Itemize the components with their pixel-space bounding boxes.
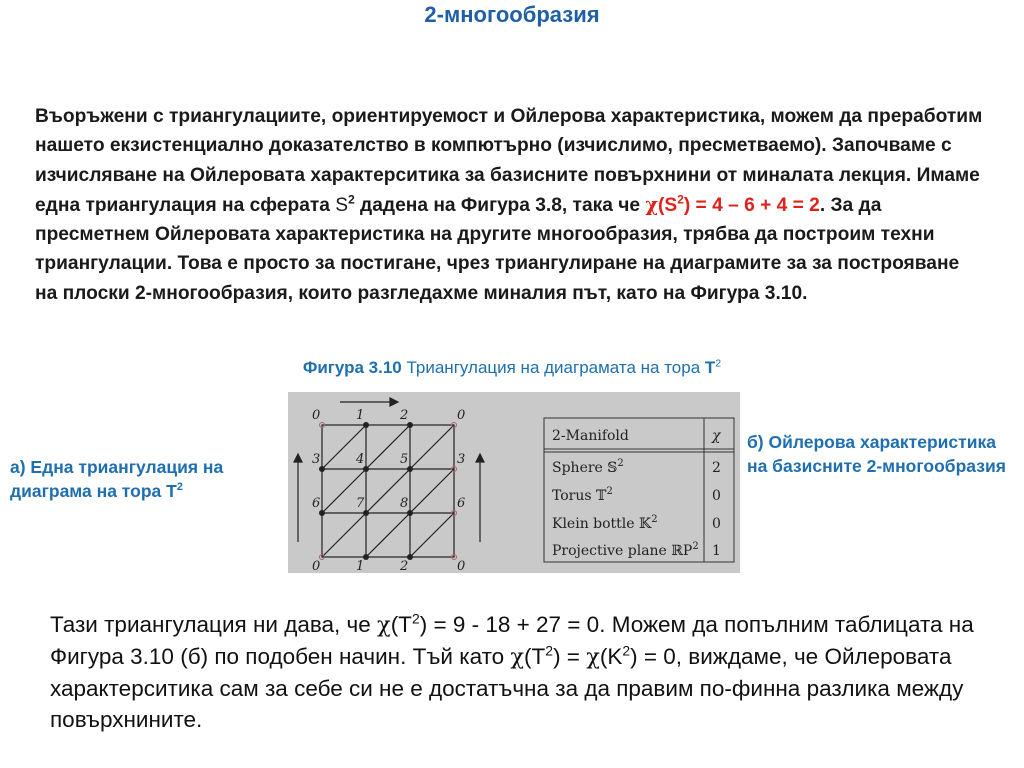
body2-exp3: 2 xyxy=(622,642,631,659)
body2-t3: ) = 9 - 18 + 27 = 0. Можем да попълним таблицата на Фигура 3.10 (б) по подобен начин. Тъй като xyxy=(50,612,974,669)
figure-panel xyxy=(288,392,740,573)
right-arrowhead xyxy=(476,454,484,462)
body2-t1: Тази триангулация ни дава, че xyxy=(50,612,378,637)
body2-t5: ) = xyxy=(553,644,587,669)
manifold-name: Torus 𝕋 xyxy=(552,488,607,504)
manifold-name: Sphere 𝕊 xyxy=(552,460,618,476)
chi-value: 1 xyxy=(712,543,721,559)
body2-exp2: 2 xyxy=(545,642,554,659)
vertex-label: 4 xyxy=(356,452,365,467)
left-arrowhead xyxy=(294,454,302,462)
top-arrowhead xyxy=(390,398,398,406)
triangulation-grid xyxy=(322,425,454,557)
sphere-exponent: 2 xyxy=(348,192,355,207)
body2-t4: (T xyxy=(524,644,546,669)
para-part3: . За да пресметнем Ойлеровата характеристика на другите многообразия, трябва да построим техни триангулации. Това е просто за постигане, чрез триангулиране на диаграмите за за построяване на плоски 2-многообразия, които разгледахме миналия път, като на Фигура 3.10. xyxy=(35,194,960,304)
caption-label: Фигура 3.10 xyxy=(302,358,402,377)
manifold-exponent: 2 xyxy=(617,458,624,469)
chi-symbol: χ xyxy=(586,644,600,670)
grid-diagonal xyxy=(410,425,454,469)
label-a-torus-symbol: T xyxy=(166,481,177,501)
conclusion-paragraph xyxy=(50,609,1000,735)
table-header-chi: χ xyxy=(712,428,721,444)
manifold-exponent: 2 xyxy=(606,486,613,497)
vertex-label: 8 xyxy=(400,496,409,511)
chi-value: 0 xyxy=(712,488,721,504)
grid-diagonal xyxy=(410,513,454,557)
table-row xyxy=(552,486,721,504)
grid-diagonal xyxy=(410,469,454,513)
body2-t2: (T xyxy=(390,612,412,637)
manifold-exponent: 2 xyxy=(692,541,699,552)
vertex-label: 6 xyxy=(312,496,321,511)
body2-t6: (K xyxy=(599,644,623,669)
vertex-label: 0 xyxy=(457,559,466,573)
caption-torus-symbol: T xyxy=(704,358,716,377)
label-a-exponent: 2 xyxy=(176,481,183,494)
grid-diagonal xyxy=(322,513,366,557)
figure-svg xyxy=(288,392,740,573)
chi-value: 2 xyxy=(712,460,721,476)
para-part2: дадена на Фигура 3.8, така че xyxy=(354,194,646,216)
vertex-label: 3 xyxy=(312,452,321,467)
vertex-label: 0 xyxy=(312,559,321,573)
manifold-exponent: 2 xyxy=(651,514,658,525)
manifold-name: Klein bottle 𝕂 xyxy=(552,516,652,532)
svg-text:Projective plane ℝP2 xyxy=(552,541,699,559)
svg-text:Klein bottle 𝕂2 xyxy=(552,514,658,532)
vertex-label: 1 xyxy=(356,559,365,573)
table-row xyxy=(552,514,721,532)
vertex-label: 2 xyxy=(400,408,409,423)
body2-t7: ) = 0, виждаме, че Ойлеровата характерситика сам за себе си не е достатъчна за да правим по-финна разлика между повърхнините. xyxy=(50,644,964,732)
vertex-label: 0 xyxy=(457,408,466,423)
formula-open: (S xyxy=(658,194,678,216)
vertex-label: 2 xyxy=(400,559,409,573)
grid-diagonal xyxy=(366,513,410,557)
vertex-label: 1 xyxy=(356,408,365,423)
table-header-manifold: 2-Manifold xyxy=(552,428,629,444)
vertex-label: 0 xyxy=(312,408,321,423)
para-part1: Въоръжени с триангулациите, ориентируемост и Ойлерова характеристика, можем да преработим нашето екзистенциално доказателство в компютърно (изчислимо, пресметваемо). Започваме с изчисляване на Ойлеровата характерситика за базисните повърхнини от миналата лекция. Имаме една триангулация на сферата xyxy=(35,106,983,216)
body2-exp1: 2 xyxy=(411,610,420,627)
chi-symbol: χ xyxy=(645,192,658,216)
caption-exponent: 2 xyxy=(715,357,722,370)
caption-text: Триангулация на диаграмата на тора xyxy=(401,358,705,377)
intro-paragraph xyxy=(35,102,985,308)
chi-symbol: χ xyxy=(377,612,391,638)
formula-exponent: 2 xyxy=(677,192,684,207)
vertex-label: 5 xyxy=(400,452,409,467)
chi-value: 0 xyxy=(712,516,721,532)
formula-rest: ) = 4 – 6 + 4 = 2 xyxy=(683,194,820,216)
euler-table xyxy=(552,428,722,559)
chi-symbol: χ xyxy=(510,644,525,670)
slide-title: 2-многообразия xyxy=(424,2,600,27)
figure-caption xyxy=(0,358,1024,378)
table-row xyxy=(552,541,721,559)
vertex-label: 6 xyxy=(457,496,466,511)
sphere-symbol: S xyxy=(335,194,349,216)
label-a xyxy=(10,455,280,503)
label-b: б) Ойлерова характеристика на базисните 2-многообразия xyxy=(747,432,1006,476)
vertex-label: 7 xyxy=(356,496,365,511)
svg-text:Torus 𝕋2 xyxy=(552,486,613,504)
manifold-name: Projective plane ℝP xyxy=(552,543,693,559)
label-a-text: а) Една триангулация на диаграма на тора xyxy=(10,457,224,501)
vertex-label: 3 xyxy=(457,452,466,467)
svg-text:Sphere 𝕊2 xyxy=(552,458,624,476)
table-row xyxy=(552,458,721,476)
